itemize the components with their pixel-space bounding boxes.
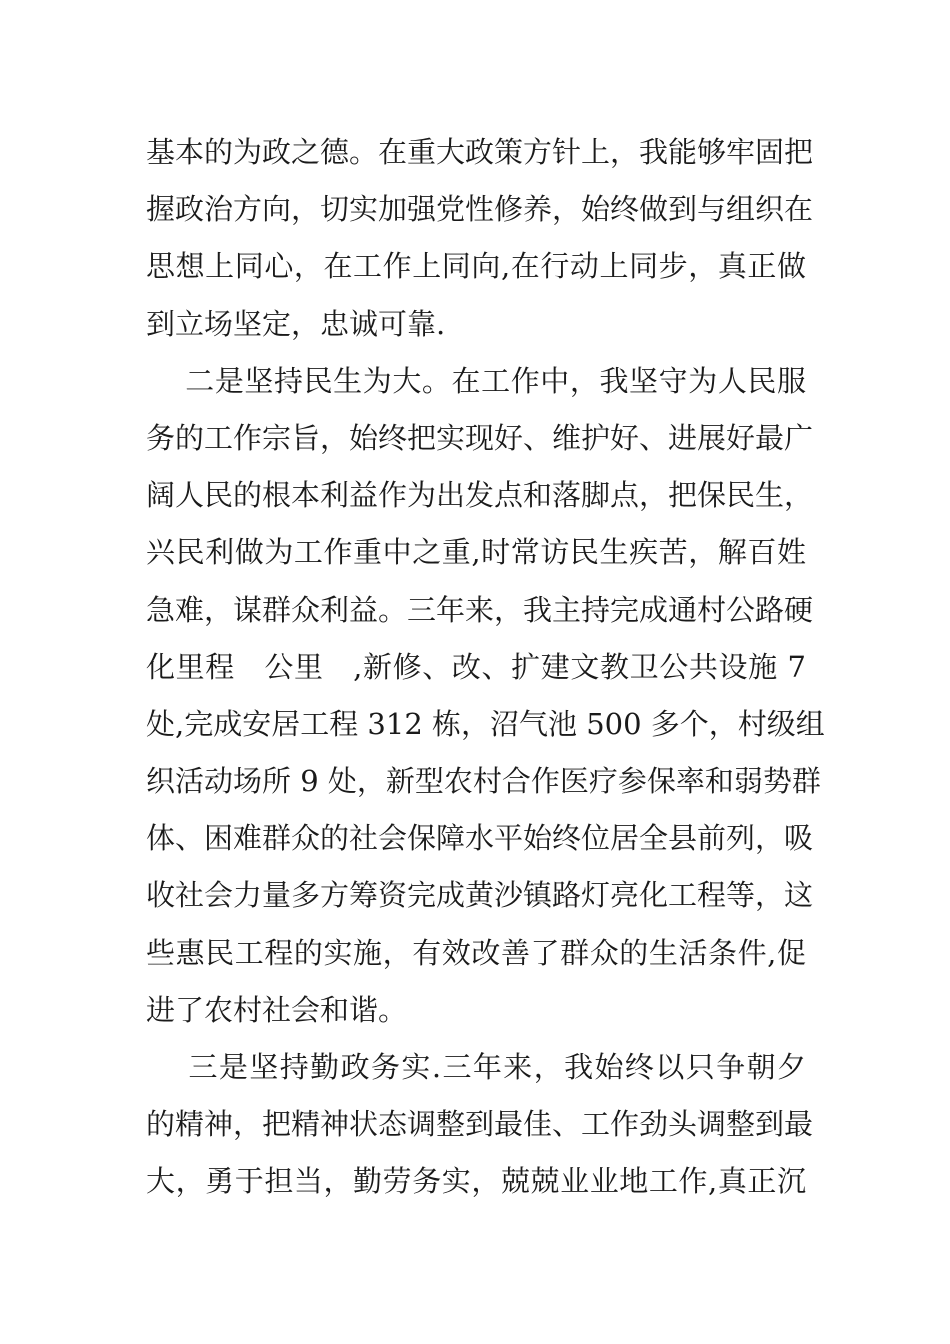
text-line: 兴民利做为工作重中之重,时常访民生疾苦，解百姓 xyxy=(146,535,806,570)
text-line: 阔人民的根本利益作为出发点和落脚点，把保民生， xyxy=(146,478,814,513)
text-line: 务的工作宗旨，始终把实现好、维护好、进展好最广 xyxy=(146,420,814,455)
text-line: 进了农村社会和谐。 xyxy=(146,992,408,1027)
text-line: 握政治方向，切实加强党性修养，始终做到与组织在 xyxy=(146,192,814,227)
text-line: 收社会力量多方筹资完成黄沙镇路灯亮化工程等，这 xyxy=(146,878,814,913)
text-line: 三是坚持勤政务实.三年来，我始终以只争朝夕 xyxy=(146,1050,806,1084)
text-line: 处,完成安居工程 312 栋，沼气池 500 多个，村级组 xyxy=(146,706,825,741)
text-line: 些惠民工程的实施，有效改善了群众的生活条件,促 xyxy=(146,935,806,970)
text-line: 二是坚持民生为大。在工作中，我坚守为人民服 xyxy=(146,363,806,398)
document-body xyxy=(146,124,825,1211)
text-line: 思想上同心，在工作上同向,在行动上同步，真正做 xyxy=(146,249,806,284)
text-line: 到立场坚定，忠诚可靠. xyxy=(146,306,446,341)
text-line: 体、困难群众的社会保障水平始终位居全县前列，吸 xyxy=(146,821,814,856)
text-line: 织活动场所 9 处，新型农村合作医疗参保率和弱势群 xyxy=(146,764,821,799)
text-line: 基本的为政之德。在重大政策方针上，我能够牢固把 xyxy=(146,135,814,169)
text-line: 急难，谋群众利益。三年来，我主持完成通村公路硬 xyxy=(146,592,814,627)
text-line: 大，勇于担当，勤劳务实，兢兢业业地工作,真正沉 xyxy=(146,1164,806,1199)
text-line: 化里程 公里 ,新修、改、扩建文教卫公共设施 7 xyxy=(146,649,806,684)
text-line: 的精神，把精神状态调整到最佳、工作劲头调整到最 xyxy=(146,1107,814,1142)
